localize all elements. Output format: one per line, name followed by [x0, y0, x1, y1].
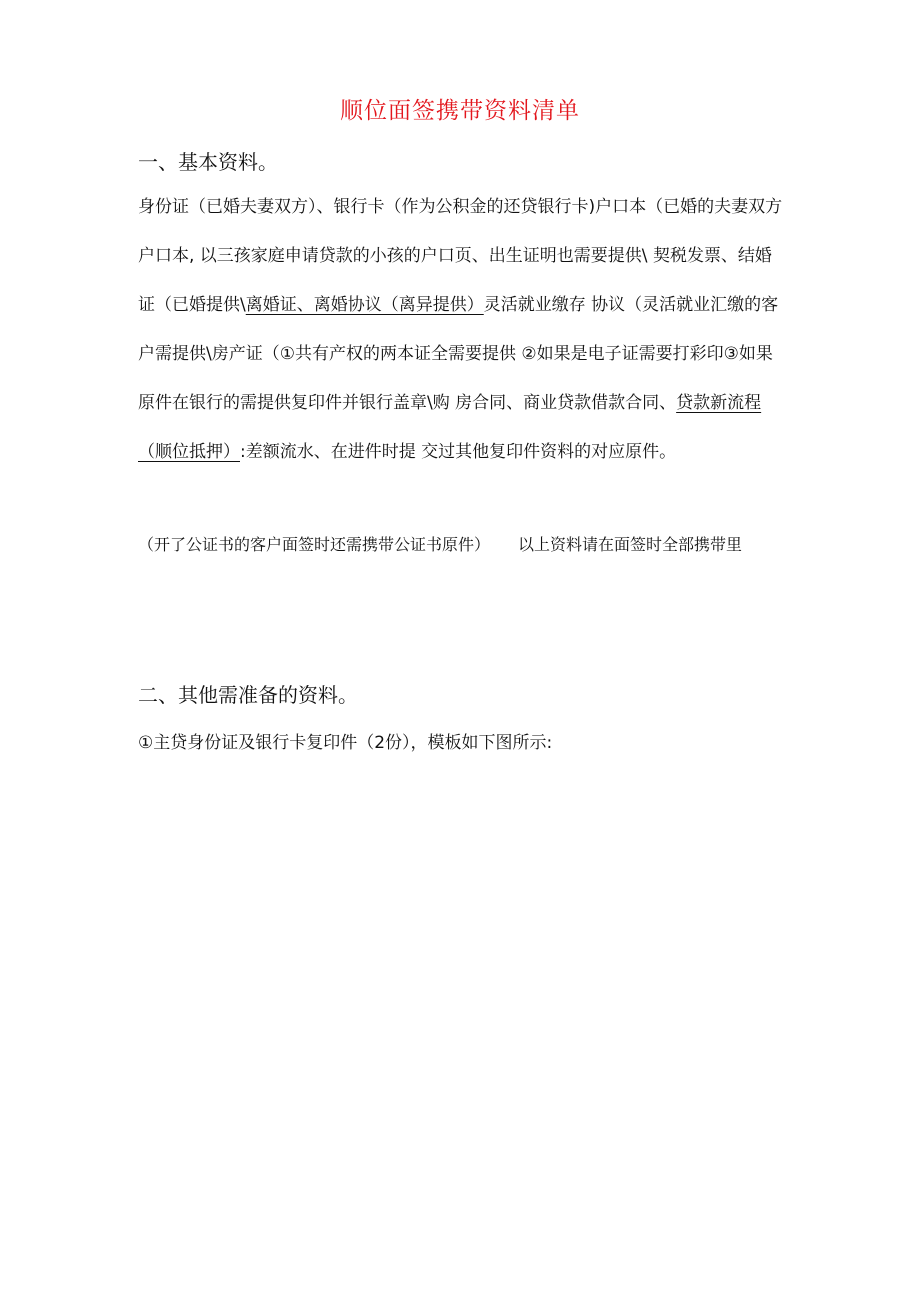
paragraph-text-a: 身份证（已婚夫妻双方）、银行卡（作为公积金的还贷银行卡)户口本（已婚的夫妻双方户口本, 以三孩家庭申请贷款的小孩的户口页、出生证明也需要提供\ 契税发票、结婚证（已婚提供\ [138, 197, 783, 315]
underlined-new-loan-process: 贷款新流程（顺位抵押） [138, 393, 762, 462]
section-heading-basic: 一、基本资料。 [138, 150, 278, 174]
notary-note-text: （开了公证书的客户面签时还需携带公证书原件） [138, 535, 491, 554]
notary-note [138, 521, 798, 569]
section-heading-other: 二、其他需准备的资料。 [138, 683, 358, 707]
document-title: 顺位面签携带资料清单 [340, 98, 580, 124]
paragraph-text-b: 灵活就业缴存 协议（灵活就业汇缴的客户需提供\房产证（①共有产权的两本证全需要提供 ②如果是电子证需要打彩印③如果原件在银行的需提供复印件并银行盖章\购 房合同、商业贷款借款合同、 [138, 295, 779, 413]
paragraph-text-c: :差额流水、在进件时提 交过其他复印件资料的对应原件。 [240, 442, 677, 462]
other-item-1: ①主贷身份证及银行卡复印件（2份），模板如下图所示: [138, 733, 553, 753]
underlined-divorce-docs: 离婚证、离婚协议（离异提供） [245, 295, 484, 315]
carry-all-note: 以上资料请在面签时全部携带里 [518, 535, 743, 554]
basic-materials-paragraph [138, 183, 788, 477]
